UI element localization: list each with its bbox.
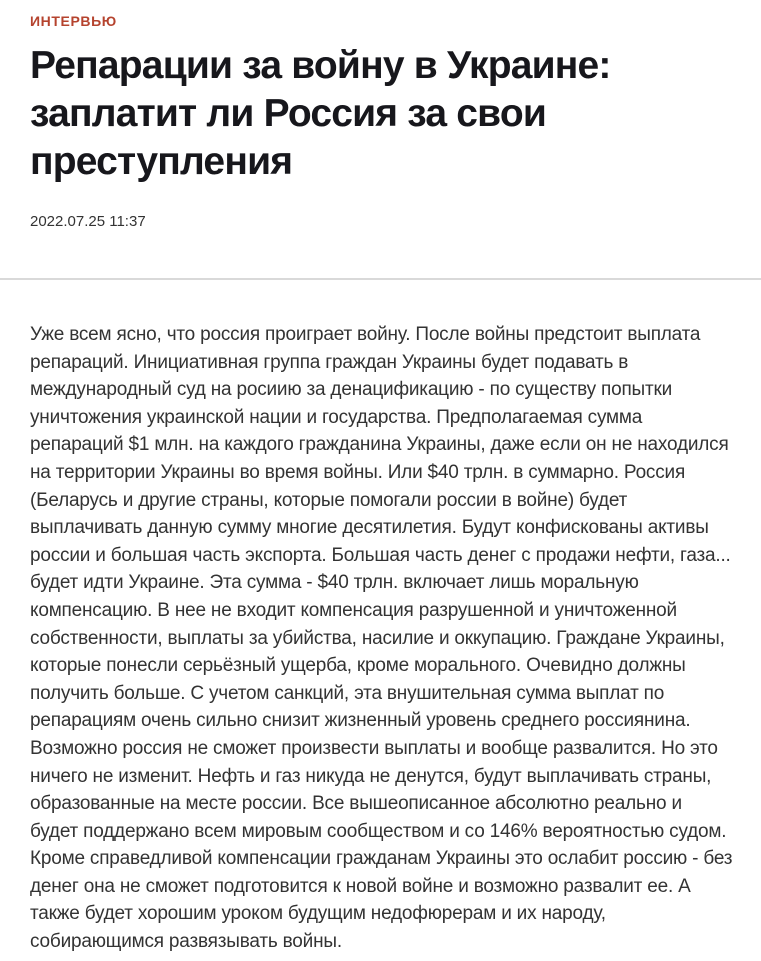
article-body-section — [0, 280, 761, 956]
article-header — [0, 0, 761, 231]
publish-datetime: 2022.07.25 11:37 — [30, 213, 146, 230]
article-title: Репарации за войну в Украине: заплатит ли Россия за свои преступления — [30, 44, 611, 183]
article-body-text: Уже всем ясно, что россия проиграет войну. После войны предстоит выплата репараций. Инициативная группа граждан Украины будет подавать в международный суд на росиию за денацификацию - по существу попытки уничтожения украинской нации и государства. Предполагаемая сумма репараций $1 млн. на каждого гражданина Украины, даже если он не находился на территории Украины во время войны. Или $40 трлн. в суммарно. Россия (Беларусь и другие страны, которые помогали россии в войне) будет выплачивать данную сумму многие десятилетия. Будут конфискованы активы россии и большая часть экспорта. Большая часть денег с продажи нефти, газа... будет идти Украине. Эта сумма - $40 трлн. включает лишь моральную компенсацию. В нее не входит компенсация разрушенной и уничтоженной собственности, выплаты за убийства, насилие и оккупацию. Граждане Украины, которые понесли серьёзный ущерба, кроме морального. Очевидно должны получить больше. С учетом санкций, эта внушительная сумма выплат по репарациям очень сильно снизит жизненный уровень среднего россиянина. Возможно россия не сможет произвести выплаты и вообще развалится. Но это ничего не изменит. Нефть и газ никуда не денутся, будут выплачивать страны, образованные на месте россии. Все вышеописанное абсолютно реально и будет поддержано всем мировым сообществом и со 146% вероятностью судом. Кроме справедливой компенсации гражданам Украины это ослабит россию - без денег она не сможет подготовится к новой войне и возможно развалит ее. А также будет хорошим уроком будущим недофюрерам и их народу, собирающимся развязывать войны. — [30, 324, 733, 953]
category-link[interactable]: ИНТЕРВЬЮ — [30, 13, 117, 29]
